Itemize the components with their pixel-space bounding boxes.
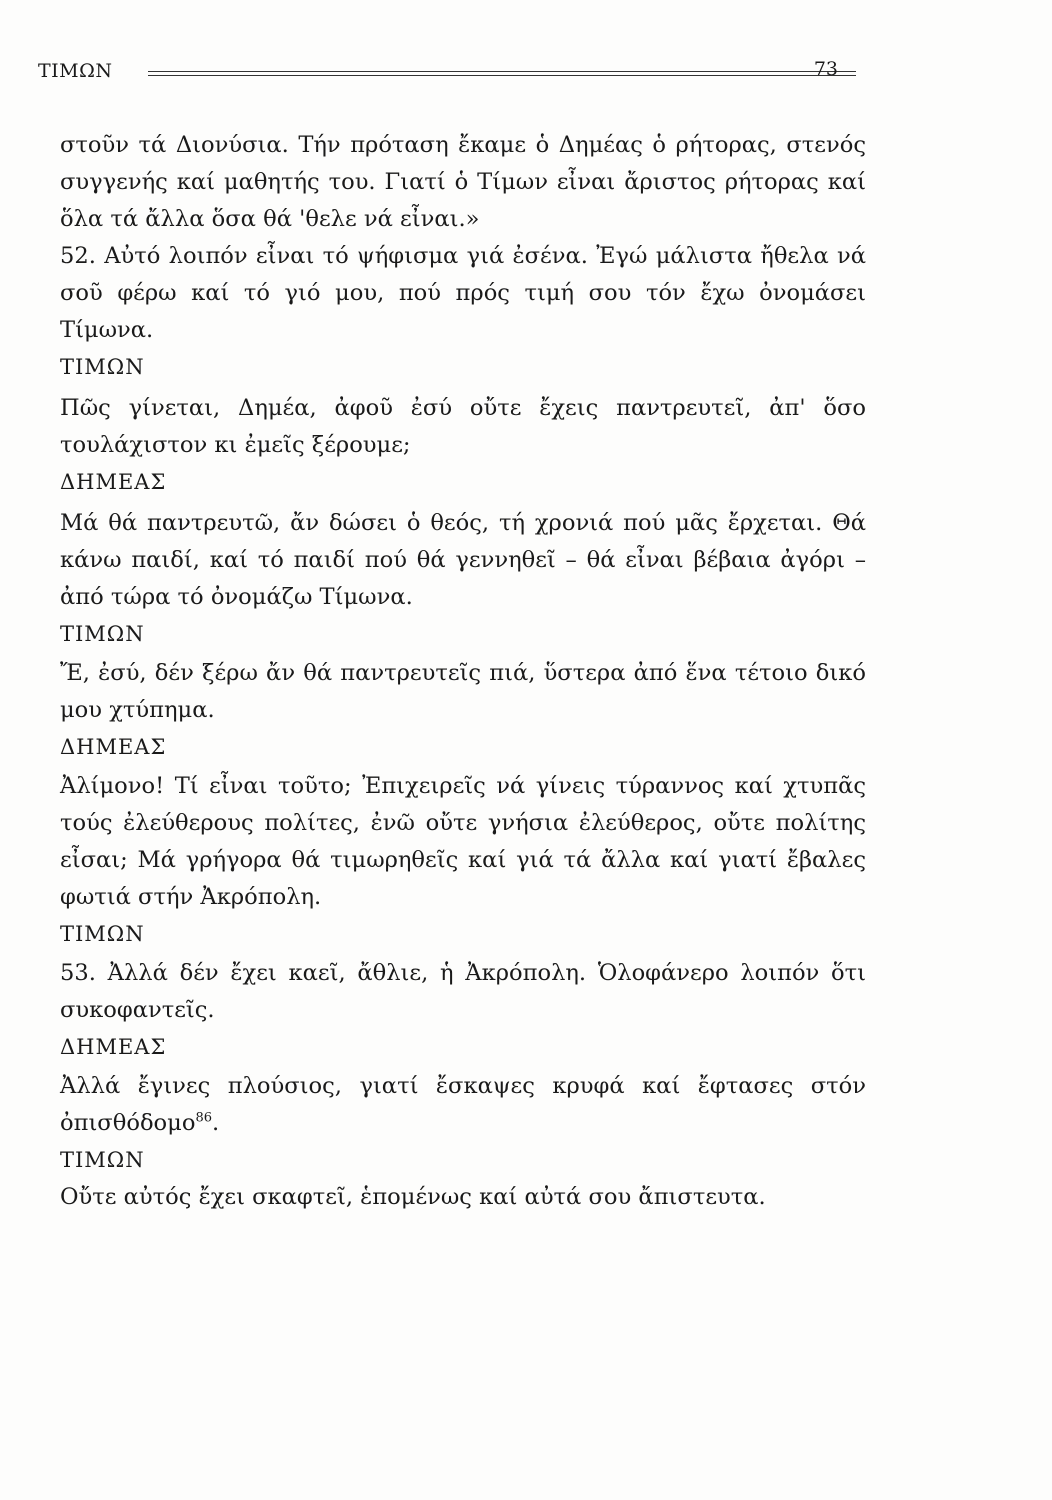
header-rule bbox=[148, 71, 856, 76]
page-header bbox=[38, 58, 838, 88]
speaker-heading-demeas-3: ΔΗΜΕΑΣ bbox=[60, 1035, 167, 1059]
page-number: 73 bbox=[813, 58, 838, 80]
paragraph-8-text: Ἀλλά ἔγινες πλούσιος, γιατί ἔσκαψες κρυφά καί ἔφτασες στόν ὀπισθόδομο bbox=[60, 1073, 866, 1136]
paragraph-7: 53. Ἀλλά δέν ἔχει καεῖ, ἄθλιε, ἡ Ἀκρόπολη. Ὁλοφάνερο λοιπόν ὅτι συκοφαντεῖς. bbox=[60, 960, 866, 1023]
paragraph-3: Πῶς γίνεται, Δημέα, ἀφοῦ ἐσύ οὔτε ἔχεις παντρευτεῖ, ἀπ' ὅσο τουλάχιστον κι ἐμεῖς ξέρουμε; bbox=[60, 395, 866, 458]
paragraph-2: 52. Αὐτό λοιπόν εἶναι τό ψήφισμα γιά ἐσένα. Ἐγώ μάλιστα ἤθελα νά σοῦ φέρω καί τό γιό μου, πού πρός τιμή σου τόν ἔχω ὀνομάσει Τίμωνα. bbox=[60, 243, 866, 343]
speaker-heading-timon-1: ΤΙΜΩΝ bbox=[60, 355, 145, 379]
speaker-heading-timon-4: ΤΙΜΩΝ bbox=[60, 1148, 145, 1172]
paragraph-6: Ἀλίμονο! Τί εἶναι τοῦτο; Ἐπιχειρεῖς νά γίνεις τύραννος καί χτυπᾶς τούς ἐλεύθερους πολίτες, ἐνῶ οὔτε γνήσια ἐλεύθερος, οὔτε πολίτης εἶσαι; Μά γρήγορα θά τιμωρηθεῖς καί γιά τά ἄλλα καί γιατί ἔβαλες φωτιά στήν Ἀκρόπολη. bbox=[60, 773, 866, 910]
paragraph-8 bbox=[60, 1068, 866, 1142]
paragraph-4: Μά θά παντρευτῶ, ἄν δώσει ὁ θεός, τή χρονιά πού μᾶς ἔρχεται. Θά κάνω παιδί, καί τό παιδί πού θά γεννηθεῖ – θά εἶναι βέβαια ἀγόρι – ἀπό τώρα τό ὀνομάζω Τίμωνα. bbox=[60, 510, 866, 610]
speaker-heading-timon-3: ΤΙΜΩΝ bbox=[60, 922, 145, 946]
paragraph-9: Οὔτε αὐτός ἔχει σκαφτεῖ, ἑπομένως καί αὐτά σου ἄπιστευτα. bbox=[60, 1184, 766, 1210]
paragraph-5: Ἔ, ἐσύ, δέν ξέρω ἄν θά παντρευτεῖς πιά, ὕστερα ἀπό ἕνα τέτοιο δικό μου χτύπημα. bbox=[60, 660, 866, 723]
speaker-heading-demeas-1: ΔΗΜΕΑΣ bbox=[60, 470, 167, 494]
footnote-marker: 86 bbox=[195, 1110, 212, 1126]
paragraph-1: στοῦν τά Διονύσια. Τήν πρόταση ἔκαμε ὁ Δημέας ὁ ρήτορας, στενός συγγενής καί μαθητής του. Γιατί ὁ Τίμων εἶναι ἄριστος ρήτορας καί ὅλα τά ἄλλα ὅσα θά 'θελε νά εἶναι.» bbox=[60, 132, 866, 232]
body-text bbox=[60, 127, 866, 1216]
running-title: ΤΙΜΩΝ bbox=[38, 60, 113, 82]
speaker-heading-timon-2: ΤΙΜΩΝ bbox=[60, 622, 145, 646]
speaker-heading-demeas-2: ΔΗΜΕΑΣ bbox=[60, 735, 167, 759]
paragraph-8-end: . bbox=[211, 1110, 220, 1136]
